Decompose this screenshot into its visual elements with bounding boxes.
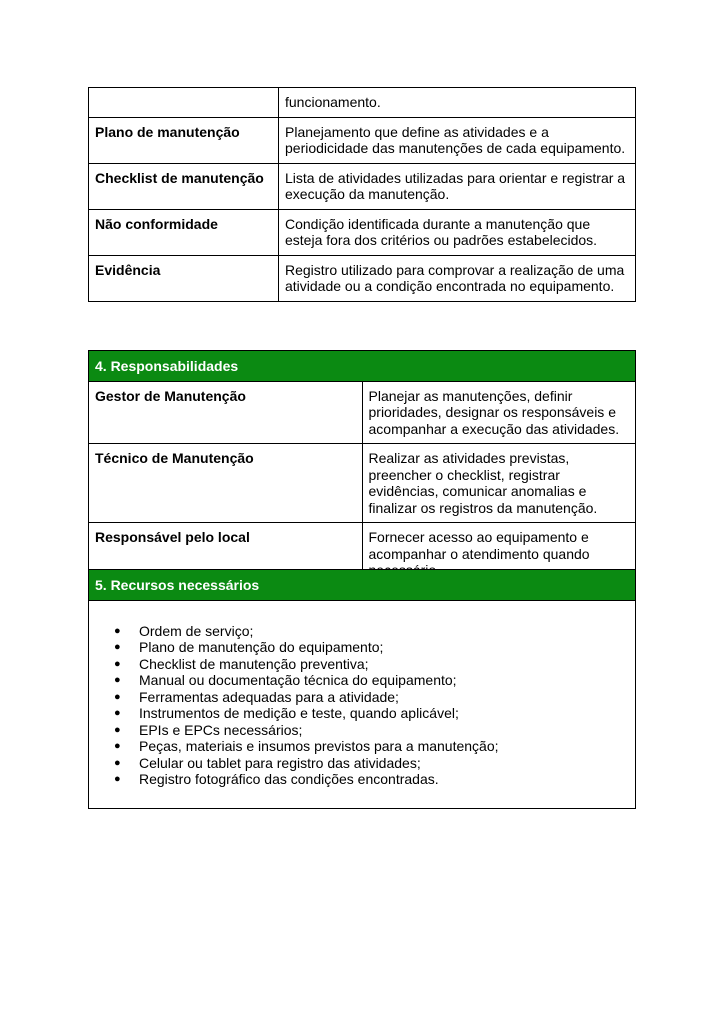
glossary-definition: Planejamento que define as atividades e a periodicidade das manutenções de cada equipamento. <box>279 117 636 163</box>
resources-list-cell <box>89 600 636 808</box>
role-name: Responsável pelo local <box>89 523 363 586</box>
glossary-definition: Registro utilizado para comprovar a realização de uma atividade ou a condição encontrada no equipamento. <box>279 255 636 301</box>
list-item: ● Manual ou documentação técnica do equipamento; <box>95 672 629 689</box>
section-header-row <box>89 570 636 601</box>
role-description: Realizar as atividades previstas, preencher o checklist, registrar evidências, comunicar anomalias e finalizar os registros da manutenção. <box>362 444 636 523</box>
section-title: 4. Responsabilidades <box>89 351 636 382</box>
list-item: ● Plano de manutenção do equipamento; <box>95 639 629 656</box>
table-row <box>89 163 636 209</box>
glossary-definition: Lista de atividades utilizadas para orientar e registrar a execução da manutenção. <box>279 163 636 209</box>
table-row <box>89 209 636 255</box>
list-item: ● EPIs e EPCs necessários; <box>95 722 629 739</box>
table-row <box>89 600 636 808</box>
list-item: ● Instrumentos de medição e teste, quando aplicável; <box>95 705 629 722</box>
table-row <box>89 255 636 301</box>
table-row <box>89 117 636 163</box>
table-row <box>89 444 636 523</box>
list-item: ● Celular ou tablet para registro das atividades; <box>95 755 629 772</box>
list-item: ● Peças, materiais e insumos previstos para a manutenção; <box>95 738 629 755</box>
table-row <box>89 88 636 118</box>
glossary-table <box>88 87 636 302</box>
role-name: Técnico de Manutenção <box>89 444 363 523</box>
glossary-term <box>89 88 279 118</box>
glossary-definition: funcionamento. <box>279 88 636 118</box>
role-description: Fornecer acesso ao equipamento e acompanhar o atendimento quando <box>362 523 636 586</box>
glossary-term: Não conformidade <box>89 209 279 255</box>
resources-list <box>95 623 629 788</box>
role-name: Gestor de Manutenção <box>89 381 363 444</box>
glossary-term: Plano de manutenção <box>89 117 279 163</box>
glossary-term: Checklist de manutenção <box>89 163 279 209</box>
list-item: ● Registro fotográfico das condições encontradas. <box>95 771 629 788</box>
section-header-row <box>89 351 636 382</box>
role-description: Planejar as manutenções, definir prioridades, designar os responsáveis e acompanhar a execução das atividades. <box>362 381 636 444</box>
resources-table <box>88 569 636 809</box>
list-item: ● Ordem de serviço; <box>95 623 629 640</box>
table-row <box>89 381 636 444</box>
section-title: 5. Recursos necessários <box>89 570 636 601</box>
glossary-definition: Condição identificada durante a manutenção que esteja fora dos critérios ou padrões estabelecidos. <box>279 209 636 255</box>
responsibilities-table <box>88 350 636 586</box>
list-item: ● Ferramentas adequadas para a atividade; <box>95 689 629 706</box>
glossary-term: Evidência <box>89 255 279 301</box>
list-item: ● Checklist de manutenção preventiva; <box>95 656 629 673</box>
